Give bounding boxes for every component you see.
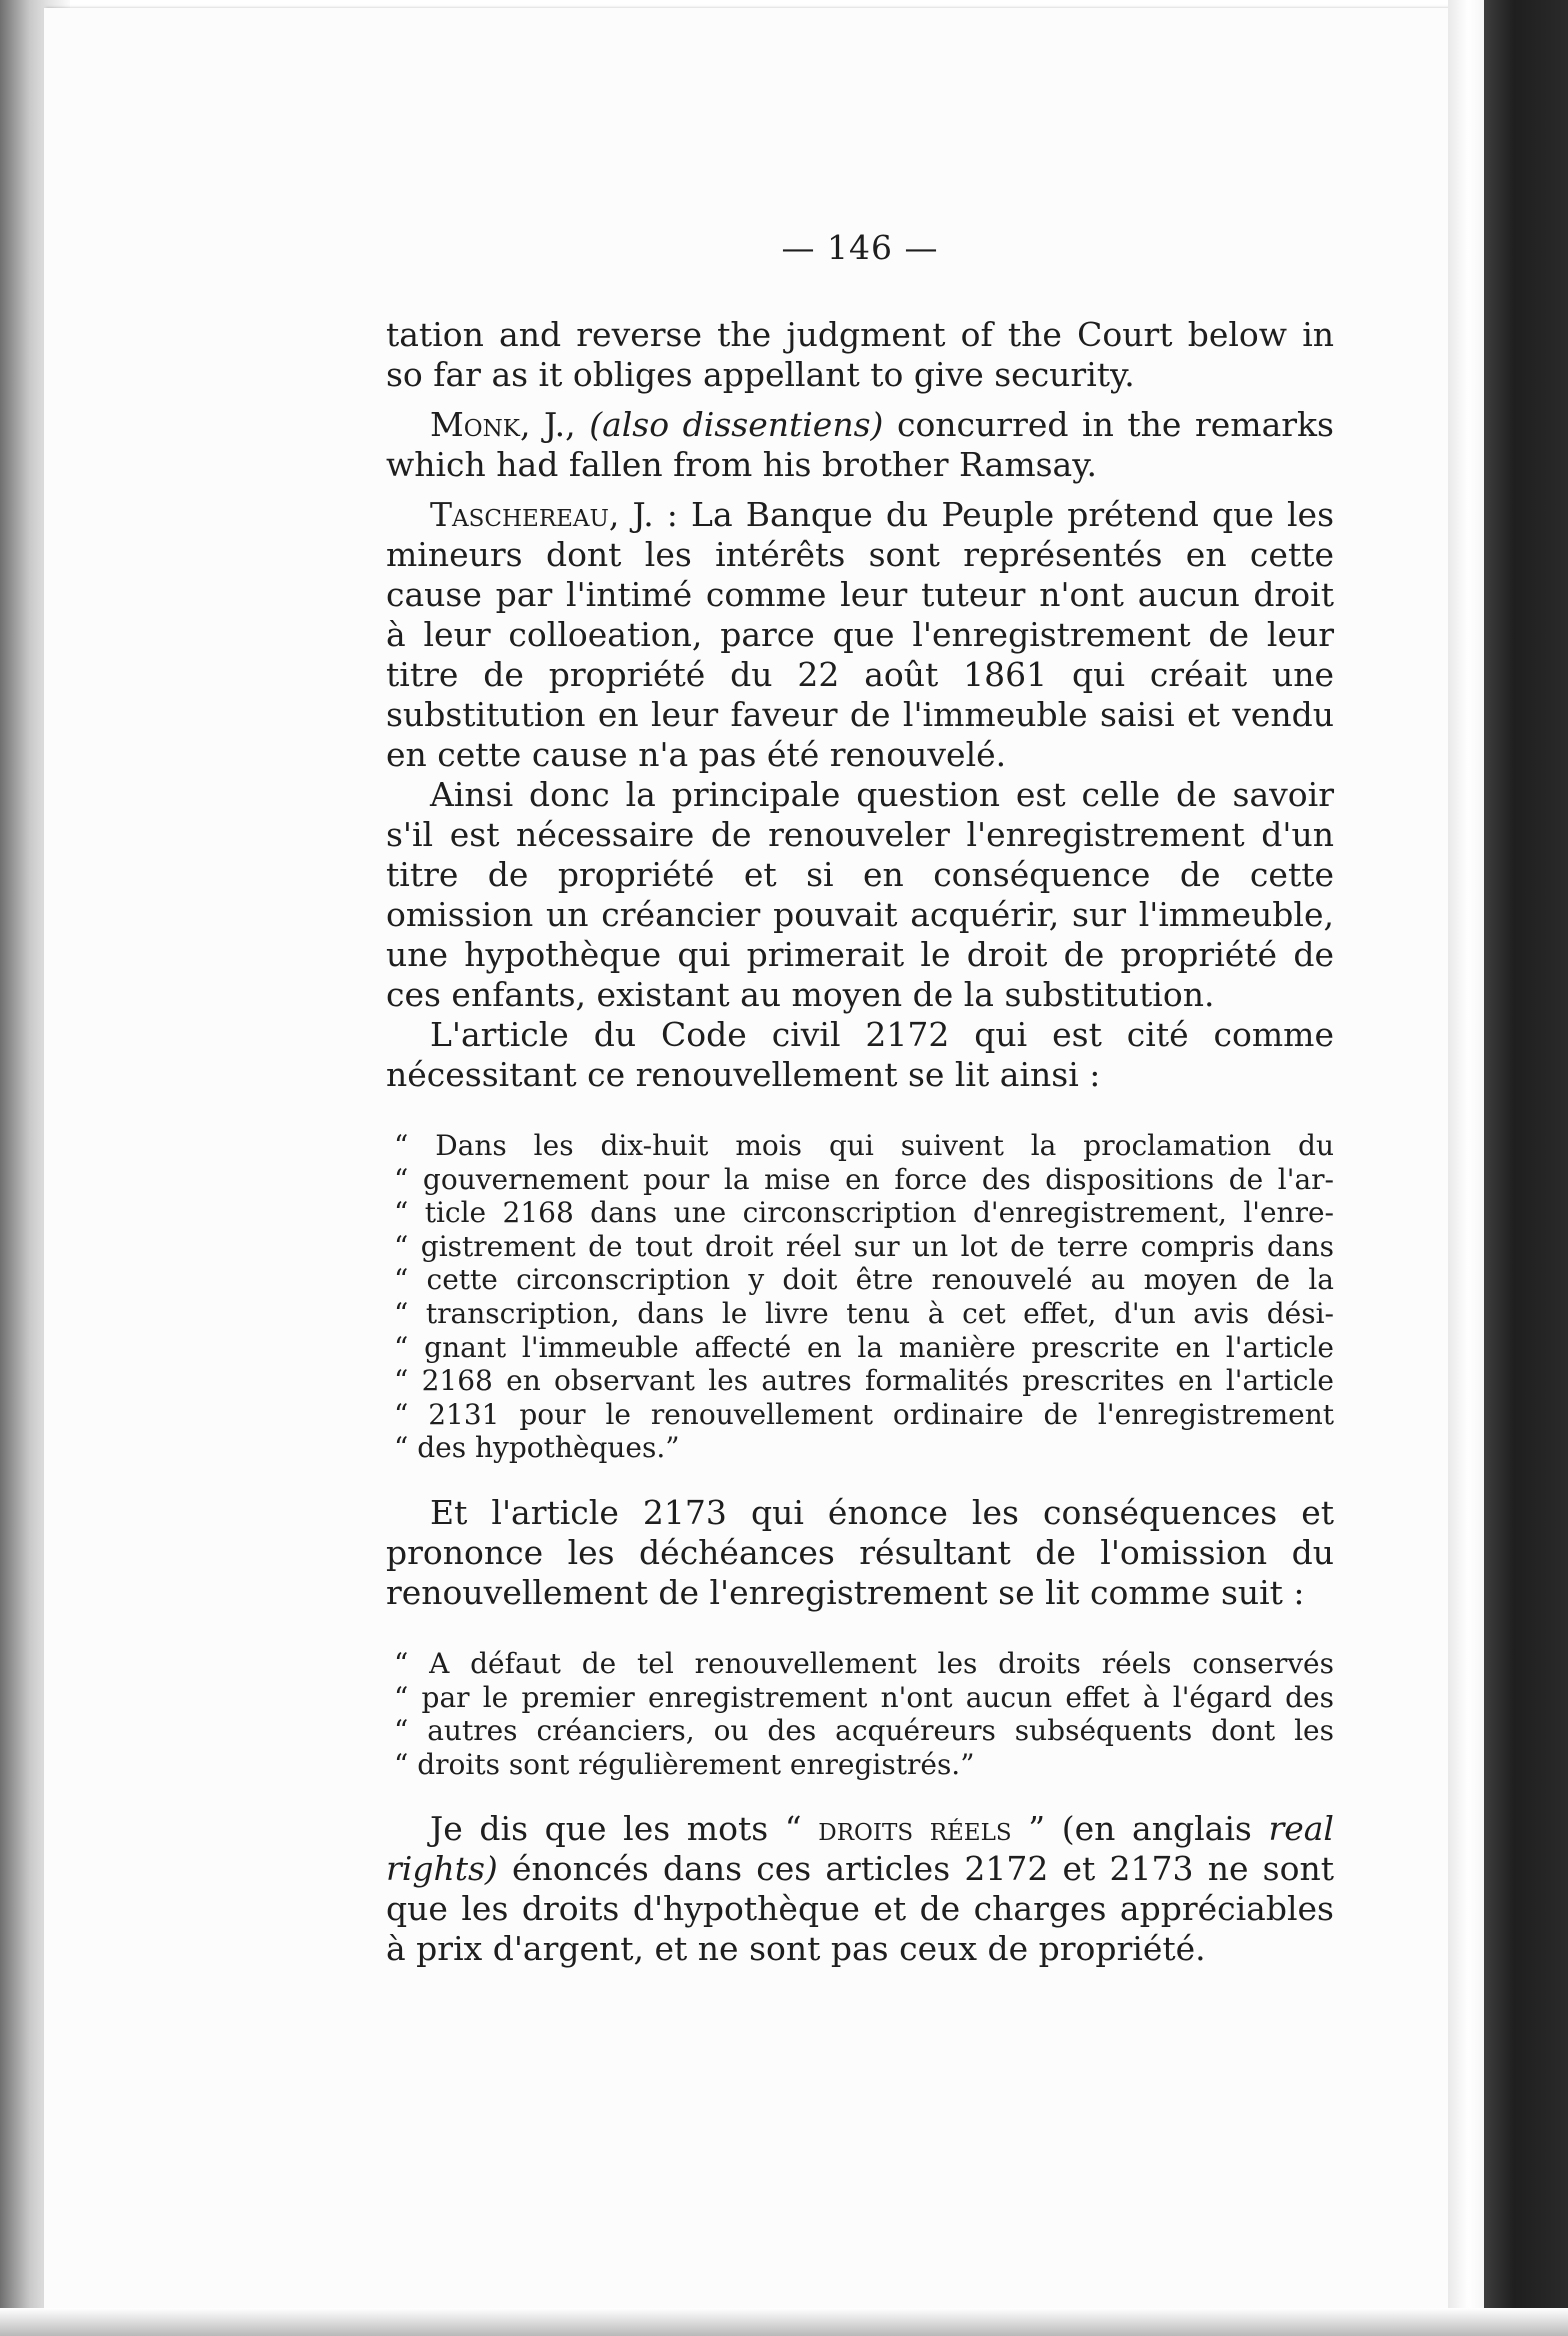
quote-line: “ gistrement de tout droit réel sur un lot de terre compris dans [394, 1229, 1334, 1263]
paragraph-3-rest: La Banque du Peuple prétend que les mineurs dont les intérêts sont représentés en cette cause par l'intimé comme leur tuteur n'ont aucun droit à leur colloeation, parce que l'enregistrement de leur titre de propriété du 22 août 1861 qui créait une substitution en leur faveur de l'immeuble saisi et vendu en cette cause n'a pas été renouvelé. [386, 495, 1335, 774]
small-caps-term: droits réels [818, 1809, 1012, 1849]
bottom-page-edge [0, 2308, 1568, 2336]
text-run: énoncés dans ces articles 2172 et 2173 ne sont que les droits d'hypothèque et de charges appréciables à prix d'argent, et ne sont pas ceux de propriété. [386, 1849, 1334, 1969]
quote-line: “ ticle 2168 dans une circonscription d'enregistrement, l'enre- [394, 1196, 1334, 1230]
paragraph-4: Ainsi donc la principale question est celle de savoir s'il est nécessaire de renouveler l'enregistrement d'un titre de propriété et si en conséquence de cette omission un créancier pouvait acquérir, sur l'immeuble, une hypothèque qui primerait le droit de propriété de ces enfants, existant au moyen de la substitution. [386, 775, 1334, 1014]
quote-line: “ 2168 en observant les autres formalités prescrites en l'article [394, 1364, 1334, 1398]
quote-line: “ transcription, dans le livre tenu à cet effet, d'un avis dési- [394, 1296, 1334, 1330]
paragraph-5: L'article du Code civil 2172 qui est cité comme nécessitant ce renouvellement se lit ainsi : [386, 1015, 1334, 1094]
paragraph-7 [386, 1809, 1334, 1969]
paragraph-2-rest: concurred in the remarks which had fallen from his brother Ramsay. [386, 405, 1334, 484]
quote-line: “ 2131 pour le renouvellement ordinaire de l'enregistrement [394, 1397, 1334, 1431]
italic-term: real rights) [386, 1809, 1334, 1889]
quote-line: “ par le premier enregistrement n'ont aucun effet à l'égard des [394, 1680, 1334, 1714]
quotation-article-2172 [386, 1129, 1334, 1465]
quote-line: “ autres créanciers, ou des acquéreurs subséquents dont les [394, 1714, 1334, 1748]
italic-remark: (also dissentiens) [589, 405, 884, 444]
paragraph-3 [386, 495, 1334, 775]
quote-line: “ gouvernement pour la mise en force des dispositions de l'ar- [394, 1162, 1334, 1196]
quote-line: “ A défaut de tel renouvellement les droits réels conservés [394, 1646, 1334, 1680]
speaker-name: Monk, J., [430, 405, 576, 444]
speaker-name: Taschereau, J. : [430, 495, 678, 534]
quote-line: “ des hypothèques.” [394, 1431, 680, 1465]
right-gutter [1448, 0, 1484, 2336]
paragraph-6: Et l'article 2173 qui énonce les conséquences et prononce les déchéances résultant de l'omission du renouvellement de l'enregistrement se lit comme suit : [386, 1492, 1334, 1612]
text-run: Je dis que les mots “ [430, 1809, 819, 1849]
paragraph-1: tation and reverse the judgment of the Court below in so far as it obliges appellant to give security. [386, 315, 1334, 394]
quote-line: “ gnant l'immeuble affecté en la manière prescrite en l'article [394, 1330, 1334, 1364]
quote-line: “ cette circonscription y doit être renouvelé au moyen de la [394, 1263, 1334, 1297]
page-text [386, 228, 1334, 1969]
page-number: — 146 — [781, 228, 939, 267]
quote-line: “ Dans les dix-huit mois qui suivent la proclamation du [394, 1129, 1334, 1162]
facing-page-edge [1484, 0, 1568, 2336]
text-run: ” (en anglais [1011, 1809, 1269, 1849]
quotation-article-2173 [386, 1647, 1334, 1781]
paragraph-2 [386, 405, 1334, 485]
quote-line: “ droits sont régulièrement enregistrés.” [394, 1747, 975, 1781]
